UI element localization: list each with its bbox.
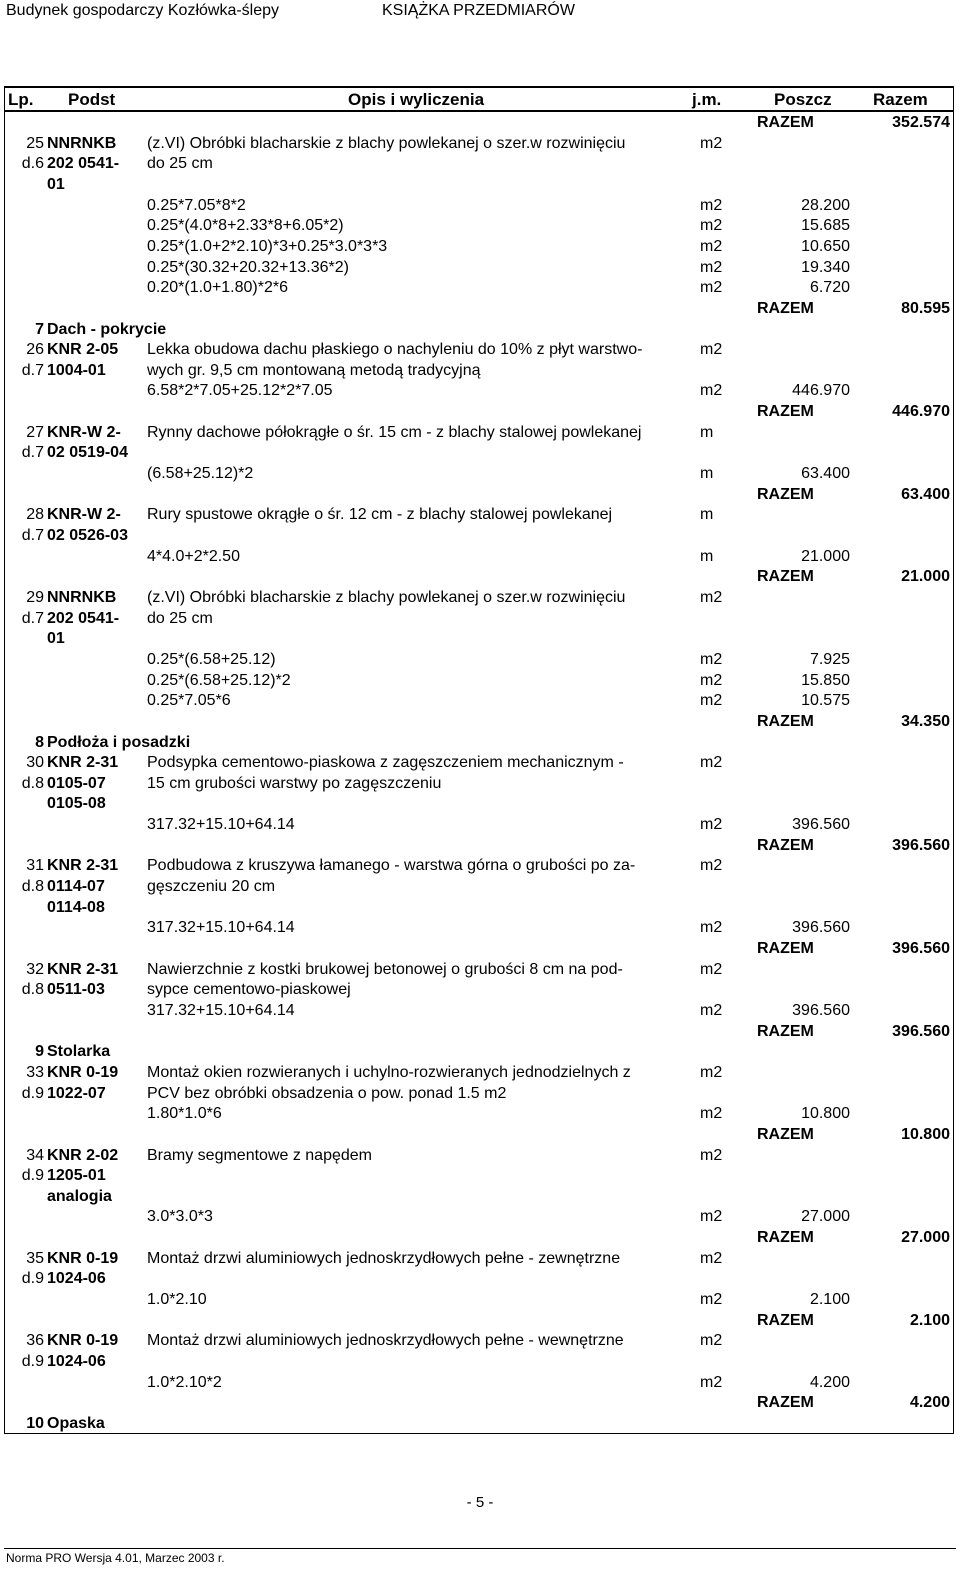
- unit: m2: [700, 754, 723, 772]
- table-row: [4, 774, 954, 795]
- item-number: 28: [26, 506, 44, 524]
- table-row: [4, 1373, 954, 1394]
- partial-quantity: 396.560: [792, 919, 850, 937]
- item-number: d.7: [21, 609, 44, 627]
- partial-quantity: 396.560: [792, 816, 850, 834]
- partial-quantity: 6.720: [809, 279, 850, 297]
- item-number: 25: [26, 134, 44, 152]
- table-row: [4, 1166, 954, 1187]
- description: sypce cementowo-piaskowej: [147, 981, 351, 999]
- description: 0.25*7.05*8*2: [147, 196, 246, 214]
- description: (6.58+25.12)*2: [147, 465, 254, 483]
- table-row: [4, 794, 954, 815]
- table-row: [4, 196, 954, 217]
- table-row: [4, 175, 954, 196]
- document-title: KSIĄŻKA PRZEDMIARÓW: [382, 2, 575, 19]
- subtotal-row: [4, 1311, 954, 1332]
- table-row: [4, 361, 954, 382]
- subtotal-label: RAZEM: [757, 1394, 814, 1412]
- unit: m2: [700, 1105, 723, 1123]
- table-row: [4, 216, 954, 237]
- subtotal-label: RAZEM: [757, 403, 814, 421]
- unit: m: [700, 547, 714, 565]
- description: 1.80*1.0*6: [147, 1105, 222, 1123]
- table-row: [4, 154, 954, 175]
- norm-code: KNR 2-31: [47, 857, 119, 875]
- norm-code: 202 0541-: [47, 609, 120, 627]
- description: 317.32+15.10+64.14: [147, 816, 295, 834]
- description: 0.20*(1.0+1.80)*2*6: [147, 279, 288, 297]
- norm-code: KNR 2-05: [47, 341, 119, 359]
- item-number: d.7: [21, 361, 44, 379]
- item-number: d.9: [21, 1167, 44, 1185]
- table-row: [4, 1331, 954, 1352]
- description: 1.0*2.10: [147, 1291, 207, 1309]
- subtotal-row: [4, 567, 954, 588]
- subtotal-label: RAZEM: [757, 114, 814, 131]
- subtotal-label: RAZEM: [757, 836, 814, 854]
- subtotal-row: [4, 712, 954, 733]
- norm-code: KNR-W 2-: [47, 506, 121, 524]
- table-row: [4, 671, 954, 692]
- description: 0.25*(6.58+25.12)*2: [147, 671, 291, 689]
- col-header-poszcz: Poszcz: [774, 90, 832, 109]
- header-bottom-border: [4, 110, 954, 112]
- norm-code: 02 0526-03: [47, 527, 128, 544]
- norm-code: 1205-01: [47, 1167, 106, 1185]
- item-number: d.8: [21, 878, 44, 896]
- unit: m2: [700, 279, 723, 297]
- item-number: 10: [26, 1414, 44, 1432]
- subtotal-value: 2.100: [909, 1311, 950, 1329]
- subtotal-value: 446.970: [892, 403, 950, 421]
- norm-code: NNRNKB: [47, 588, 117, 606]
- item-number: 8: [35, 733, 44, 751]
- table-row: [4, 1001, 954, 1022]
- unit: m2: [700, 588, 723, 606]
- table-row: [4, 1269, 954, 1290]
- description: Montaż drzwi aluminiowych jednoskrzydłowych pełne - zewnętrzne: [147, 1249, 621, 1267]
- table-row: [4, 960, 954, 981]
- subtotal-row: [4, 1125, 954, 1146]
- item-number: d.7: [21, 444, 44, 462]
- description: do 25 cm: [147, 609, 213, 627]
- subtotal-value: 352.574: [892, 114, 950, 131]
- norm-code: 01: [47, 630, 65, 648]
- norm-code: KNR 0-19: [47, 1063, 119, 1081]
- unit: m2: [700, 960, 723, 978]
- item-number: d.6: [21, 155, 44, 173]
- col-header-razem: Razem: [873, 90, 928, 109]
- unit: m2: [700, 919, 723, 937]
- unit: m2: [700, 217, 723, 235]
- item-number: 26: [26, 341, 44, 359]
- table-row: [4, 340, 954, 361]
- unit: m2: [700, 1291, 723, 1309]
- partial-quantity: 21.000: [801, 547, 850, 565]
- table-row: [4, 1290, 954, 1311]
- norm-code: 1024-06: [47, 1353, 106, 1370]
- table-row: [4, 381, 954, 402]
- table-row: [4, 278, 954, 299]
- unit: m2: [700, 816, 723, 834]
- item-number: 36: [26, 1332, 44, 1350]
- table-row: [4, 691, 954, 712]
- partial-quantity: 15.685: [801, 217, 850, 235]
- item-number: d.8: [21, 774, 44, 792]
- subtotal-row: [4, 1022, 954, 1043]
- unit: m2: [700, 382, 723, 400]
- description: 317.32+15.10+64.14: [147, 919, 295, 937]
- table-row: [4, 1249, 954, 1270]
- subtotal-value: 396.560: [892, 940, 950, 957]
- section-row: [4, 1414, 954, 1435]
- page-number: - 5 -: [466, 1494, 494, 1511]
- partial-quantity: 4.200: [809, 1373, 850, 1391]
- table-row: [4, 918, 954, 939]
- unit: m2: [700, 650, 723, 668]
- item-number: d.9: [21, 1270, 44, 1288]
- subtotal-row: [4, 299, 954, 320]
- item-number: 30: [26, 754, 44, 772]
- norm-code: 0114-08: [47, 898, 105, 916]
- norm-code: KNR 2-31: [47, 754, 119, 772]
- unit: m: [700, 423, 714, 441]
- bill-of-quantities-table: [4, 86, 954, 1434]
- table-row: [4, 629, 954, 650]
- norm-code: 202 0541-: [47, 155, 120, 173]
- table-row: [4, 1207, 954, 1228]
- description: do 25 cm: [147, 155, 213, 173]
- table-top-border: [4, 86, 954, 88]
- norm-code: KNR 2-31: [47, 960, 119, 978]
- unit: m2: [700, 1063, 723, 1081]
- subtotal-value: 396.560: [892, 1022, 950, 1040]
- norm-code: KNR 0-19: [47, 1249, 119, 1267]
- table-row: [4, 753, 954, 774]
- description: Rynny dachowe półokrągłe o śr. 15 cm - z blachy stalowej powlekanej: [147, 423, 642, 441]
- col-header-podst: Podst: [68, 90, 116, 109]
- description: Lekka obudowa dachu płaskiego o nachyleniu do 10% z płyt warstwo-: [147, 341, 643, 359]
- unit: m: [700, 506, 714, 524]
- unit: m: [700, 465, 714, 483]
- software-footer: Norma PRO Wersja 4.01, Marzec 2003 r.: [6, 1551, 225, 1565]
- table-row: [4, 898, 954, 919]
- table-row: [4, 1104, 954, 1125]
- norm-code: 1022-07: [47, 1084, 106, 1102]
- subtotal-label: RAZEM: [757, 568, 814, 586]
- partial-quantity: 28.200: [801, 196, 850, 214]
- subtotal-label: RAZEM: [757, 712, 814, 730]
- unit: m2: [700, 1001, 723, 1019]
- unit: m2: [700, 671, 723, 689]
- description: gęszczeniu 20 cm: [147, 878, 276, 896]
- subtotal-row: [4, 836, 954, 857]
- unit: m2: [700, 1373, 723, 1391]
- page-header: [0, 0, 960, 26]
- description: Montaż okien rozwieranych i uchylno-rozwieranych jednodzielnych z: [147, 1063, 631, 1081]
- partial-quantity: 10.800: [801, 1105, 850, 1123]
- partial-quantity: 7.925: [809, 650, 850, 668]
- item-number: d.7: [21, 527, 44, 544]
- subtotal-value: 4.200: [909, 1394, 950, 1412]
- table-row: [4, 443, 954, 464]
- description: Nawierzchnie z kostki brukowej betonowej o grubości 8 cm na pod-: [147, 960, 623, 978]
- unit: m2: [700, 341, 723, 359]
- norm-code: 1024-06: [47, 1270, 106, 1288]
- subtotal-value: 396.560: [892, 836, 950, 854]
- description: 4*4.0+2*2.50: [147, 547, 240, 565]
- partial-quantity: 2.100: [809, 1291, 850, 1309]
- table-row: [4, 877, 954, 898]
- col-header-jm: j.m.: [692, 90, 722, 109]
- unit: m2: [700, 1332, 723, 1350]
- item-number: d.9: [21, 1353, 44, 1370]
- subtotal-row: [4, 939, 954, 960]
- unit: m2: [700, 237, 723, 255]
- section-row: [4, 733, 954, 754]
- subtotal-row: [4, 1393, 954, 1414]
- description: 0.25*(30.32+20.32+13.36*2): [147, 258, 349, 276]
- norm-code: 0105-07: [47, 774, 106, 792]
- subtotal-row: [4, 485, 954, 506]
- description: 0.25*(4.0*8+2.33*8+6.05*2): [147, 217, 344, 235]
- subtotal-value: 27.000: [901, 1229, 950, 1247]
- col-header-opis: Opis i wyliczenia: [348, 90, 485, 109]
- table-row: [4, 1146, 954, 1167]
- subtotal-value: 63.400: [901, 485, 950, 503]
- section-title: Podłoża i posadzki: [47, 733, 191, 751]
- table-row: [4, 1084, 954, 1105]
- unit: m2: [700, 134, 723, 152]
- unit: m2: [700, 1146, 723, 1164]
- norm-code: KNR 0-19: [47, 1332, 119, 1350]
- section-title: Opaska: [47, 1414, 105, 1432]
- norm-code: 01: [47, 175, 65, 193]
- description: 0.25*7.05*6: [147, 692, 231, 710]
- unit: m2: [700, 857, 723, 875]
- description: 3.0*3.0*3: [147, 1208, 213, 1226]
- section-row: [4, 1042, 954, 1063]
- partial-quantity: 396.560: [792, 1001, 850, 1019]
- description: Bramy segmentowe z napędem: [147, 1146, 372, 1164]
- description: Montaż drzwi aluminiowych jednoskrzydłowych pełne - wewnętrzne: [147, 1332, 624, 1350]
- project-title: Budynek gospodarczy Kozłówka-ślepy: [6, 2, 280, 19]
- table-row: [4, 609, 954, 630]
- subtotal-label: RAZEM: [757, 1229, 814, 1247]
- unit: m2: [700, 692, 723, 710]
- description: Podsypka cementowo-piaskowa z zagęszczeniem mechanicznym -: [147, 754, 624, 772]
- subtotal-value: 34.350: [901, 712, 950, 730]
- footer-divider: [4, 1548, 956, 1549]
- subtotal-label: RAZEM: [757, 1125, 814, 1143]
- description: 1.0*2.10*2: [147, 1373, 222, 1391]
- table-row: [4, 547, 954, 568]
- table-row: [4, 423, 954, 444]
- description: Rury spustowe okrągłe o śr. 12 cm - z blachy stalowej powlekanej: [147, 506, 613, 524]
- table-row: [4, 588, 954, 609]
- description: (z.VI) Obróbki blacharskie z blachy powlekanej o szer.w rozwinięciu: [147, 588, 626, 606]
- norm-code: NNRNKB: [47, 134, 117, 152]
- unit: m2: [700, 196, 723, 214]
- table-row: [4, 856, 954, 877]
- norm-code: 0105-08: [47, 795, 106, 813]
- subtotal-value: 10.800: [901, 1125, 950, 1143]
- subtotal-value: 80.595: [901, 299, 950, 317]
- subtotal-label: RAZEM: [757, 940, 814, 957]
- item-number: 27: [26, 423, 44, 441]
- norm-code: KNR-W 2-: [47, 423, 121, 441]
- table-row: [4, 526, 954, 547]
- norm-code: KNR 2-02: [47, 1146, 119, 1164]
- description: wych gr. 9,5 cm montowaną metodą tradycyjną: [147, 361, 481, 379]
- subtotal-label: RAZEM: [757, 1022, 814, 1040]
- item-number: 9: [35, 1043, 44, 1061]
- table-row: [4, 1187, 954, 1208]
- item-number: 35: [26, 1249, 44, 1267]
- partial-quantity: 63.400: [801, 465, 850, 483]
- section-row: [4, 320, 954, 341]
- col-header-lp: Lp.: [8, 90, 34, 109]
- partial-quantity: 15.850: [801, 671, 850, 689]
- item-number: 32: [26, 960, 44, 978]
- section-title: Stolarka: [47, 1043, 111, 1061]
- subtotal-label: RAZEM: [757, 299, 814, 317]
- partial-quantity: 446.970: [792, 382, 850, 400]
- partial-quantity: 27.000: [801, 1208, 850, 1226]
- item-number: d.9: [21, 1084, 44, 1102]
- description: 0.25*(6.58+25.12): [147, 650, 276, 668]
- norm-code: 02 0519-04: [47, 444, 128, 462]
- table-row: [4, 237, 954, 258]
- table-row: [4, 650, 954, 671]
- table-row: [4, 134, 954, 155]
- subtotal-label: RAZEM: [757, 485, 814, 503]
- table-row: [4, 1063, 954, 1084]
- table-row: [4, 258, 954, 279]
- table-row: [4, 1352, 954, 1373]
- item-number: d.8: [21, 981, 44, 999]
- unit: m2: [700, 258, 723, 276]
- item-number: 33: [26, 1063, 44, 1081]
- partial-quantity: 10.650: [801, 237, 850, 255]
- description: PCV bez obróbki obsadzenia o pow. ponad 1.5 m2: [147, 1084, 507, 1102]
- unit: m2: [700, 1249, 723, 1267]
- subtotal-row: [4, 1228, 954, 1249]
- item-number: 29: [26, 588, 44, 606]
- norm-code: analogia: [47, 1187, 112, 1205]
- norm-code: 0511-03: [47, 981, 105, 999]
- table-row: [4, 505, 954, 526]
- table-row: [4, 464, 954, 485]
- subtotal-row: [4, 402, 954, 423]
- item-number: 34: [26, 1146, 44, 1164]
- section-title: Dach - pokrycie: [47, 320, 167, 338]
- norm-code: 1004-01: [47, 361, 106, 379]
- description: 6.58*2*7.05+25.12*2*7.05: [147, 382, 333, 400]
- partial-quantity: 10.575: [801, 692, 850, 710]
- description: 15 cm grubości warstwy po zagęszczeniu: [147, 774, 442, 792]
- partial-quantity: 19.340: [801, 258, 850, 276]
- description: Podbudowa z kruszywa łamanego - warstwa górna o grubości po za-: [147, 857, 636, 875]
- subtotal-value: 21.000: [901, 568, 950, 586]
- table-row: [4, 980, 954, 1001]
- description: 0.25*(1.0+2*2.10)*3+0.25*3.0*3*3: [147, 237, 388, 255]
- table-row: [4, 815, 954, 836]
- item-number: 31: [26, 857, 44, 875]
- norm-code: 0114-07: [47, 878, 105, 896]
- item-number: 7: [35, 320, 44, 338]
- subtotal-row: [4, 113, 954, 134]
- subtotal-label: RAZEM: [757, 1311, 814, 1329]
- description: 317.32+15.10+64.14: [147, 1001, 295, 1019]
- unit: m2: [700, 1208, 723, 1226]
- description: (z.VI) Obróbki blacharskie z blachy powlekanej o szer.w rozwinięciu: [147, 134, 626, 152]
